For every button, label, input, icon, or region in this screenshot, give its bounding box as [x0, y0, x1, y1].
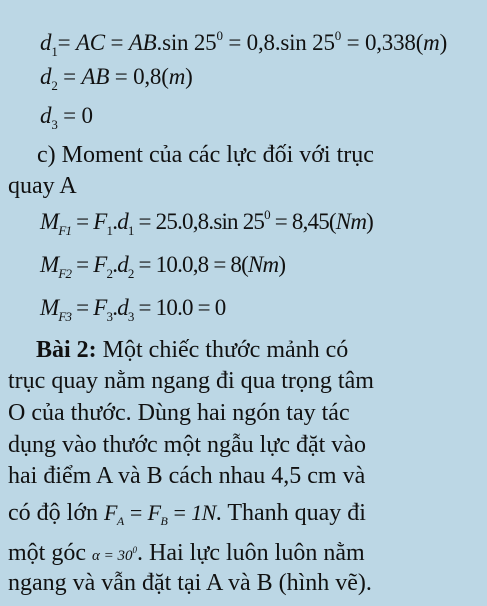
mf2-fsub: 2: [106, 266, 113, 281]
alpha-angle: $\alpha = 30^0$: [92, 545, 137, 564]
mf1-unit: Nm: [335, 209, 367, 234]
problem2-line4: dụng vào thước một ngẫu lực đặt vào: [8, 432, 366, 458]
problem2-line7-pre: một góc: [8, 540, 86, 566]
problem2-line6: [8, 500, 366, 529]
mf3-dsub: 3: [127, 309, 134, 324]
d3-part1: = 0: [57, 103, 93, 128]
problem2-line2: trục quay nằm ngang đi qua trọng tâm: [8, 368, 374, 394]
d2-part2: = 0,8(: [109, 64, 169, 89]
d1-part1: =: [57, 30, 76, 55]
mf3-part1: =: [71, 295, 94, 320]
d1-part2: =: [104, 30, 129, 55]
d1-subscript: 1: [51, 44, 58, 59]
equation-d3: [40, 103, 93, 133]
mf3-part2: = 10.0 = 0: [133, 295, 226, 320]
problem2-label: Bài 2:: [36, 337, 97, 363]
problem2-line6-post: . Thanh quay đi: [215, 500, 366, 526]
problem2-line3: O của thước. Dùng hai ngón tay tác: [8, 400, 350, 426]
d1-ab: AB: [128, 30, 157, 55]
d2-part1: =: [57, 64, 82, 89]
d2-symbol: d: [40, 64, 52, 89]
mf3-msub: F3: [58, 309, 72, 324]
mf1-part1: =: [71, 209, 94, 234]
mf2-dot: .: [112, 252, 118, 277]
problem2-line5: hai điểm A và B cách nhau 4,5 cm và: [8, 463, 366, 489]
d1-degree2: 0: [334, 28, 342, 43]
d1-part6: ): [439, 30, 448, 55]
equation-mf2: [40, 252, 285, 282]
problem2-line1: [36, 337, 434, 364]
mf3-m: M: [40, 295, 59, 320]
mf2-dsub: 2: [127, 266, 134, 281]
problem2-line6-pre: có độ lớn: [8, 500, 99, 526]
mf2-unit: Nm: [248, 252, 279, 277]
d2-part3: ): [185, 64, 193, 89]
equation-mf1: [40, 207, 373, 239]
d3-subscript: 3: [51, 117, 58, 132]
d1-part4: = 0,8.sin 25: [222, 30, 335, 55]
mf1-d: d: [117, 209, 128, 234]
mf3-dot: .: [112, 295, 118, 320]
d3-symbol: d: [40, 103, 52, 128]
mf1-part2: = 25.0,8.sin 25: [133, 209, 265, 234]
mf2-part2: = 10.0,8 = 8(: [133, 252, 248, 277]
mf1-part3: = 8,45(: [269, 209, 336, 234]
problem2-line8: ngang và vẫn đặt tại A và B (hình vẽ).: [8, 570, 372, 596]
d1-part5: = 0,338(: [341, 30, 424, 55]
d1-ac: AC: [75, 30, 105, 55]
problem2-line7: [8, 540, 365, 567]
mf3-f: F: [93, 295, 107, 320]
mf1-part4: ): [366, 209, 374, 234]
d1-part3: .sin 25: [156, 30, 217, 55]
mf1-m: M: [40, 209, 59, 234]
mf2-msub: F2: [58, 266, 72, 281]
mf3-d: d: [117, 295, 128, 320]
force-equality: $F_A = F_B = 1N$: [104, 500, 216, 528]
mf1-degree: 0: [264, 207, 270, 222]
d2-subscript: 2: [51, 78, 58, 93]
mf1-fsub: 1: [106, 223, 113, 238]
mf1-dot: .: [112, 209, 118, 234]
mf2-d: d: [117, 252, 128, 277]
mf2-f: F: [93, 252, 107, 277]
part-c-line1: c) Moment của các lực đối với trục: [37, 142, 374, 168]
mf2-m: M: [40, 252, 59, 277]
d2-ab: AB: [81, 64, 110, 89]
d1-unit: m: [423, 30, 440, 55]
equation-d2: [40, 64, 193, 94]
mf1-dsub: 1: [127, 223, 134, 238]
equation-d1: [40, 28, 447, 60]
part-c-line2: quay A: [8, 173, 77, 199]
equation-mf3: [40, 295, 226, 325]
d2-unit: m: [168, 64, 186, 89]
d1-symbol: d: [40, 30, 52, 55]
problem2-line7-post: . Hai lực luôn luôn nằm: [137, 540, 365, 566]
mf3-fsub: 3: [106, 309, 113, 324]
mf2-part1: =: [71, 252, 94, 277]
problem2-line1-rest: Một chiếc thước mảnh có: [96, 337, 349, 363]
mf2-part3: ): [278, 252, 286, 277]
mf1-msub: F1: [58, 223, 72, 238]
d1-degree1: 0: [216, 28, 223, 43]
mf1-f: F: [93, 209, 107, 234]
